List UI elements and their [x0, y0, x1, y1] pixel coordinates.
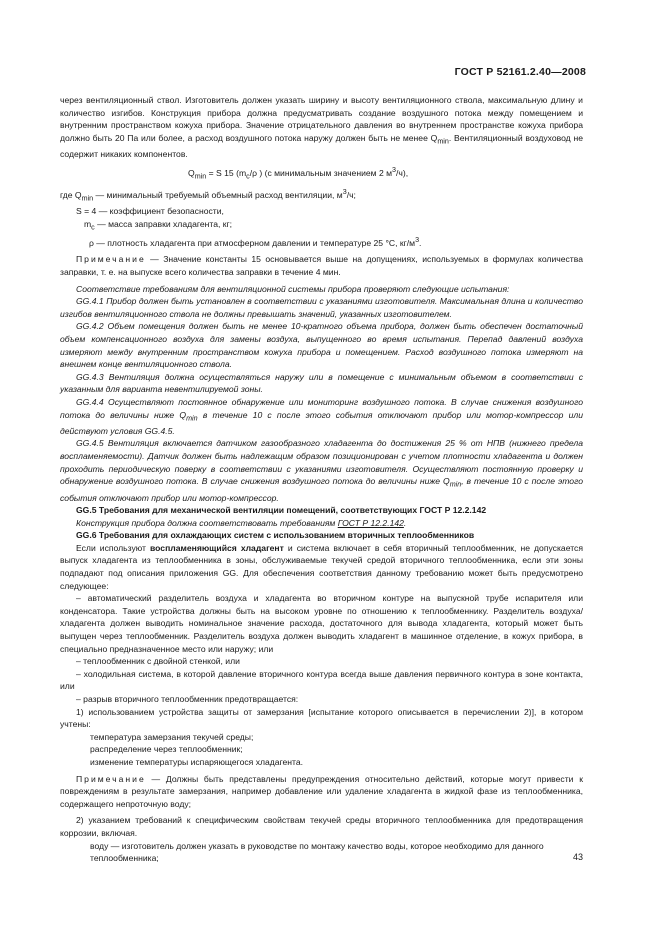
- definition-qmin: [60, 186, 583, 205]
- subscript: min: [437, 137, 449, 146]
- gg-4-5: [60, 437, 583, 504]
- t: Если используют: [76, 542, 150, 553]
- check-intro: Соответствие требованиям для вентиляционной системы прибора проверяют следующие испытания:: [76, 283, 510, 294]
- document-header: ГОСТ Р 52161.2.40—2008: [454, 66, 586, 78]
- gg-4-3: GG.4.3 Вентиляция должна осуществляться наружу или в помещение с минимальным объемом в соответствии с указанным для варианта невентилируемой зоны.: [60, 371, 583, 395]
- gg-6-heading: GG.6 Требования для охлаждающих систем с использованием вторичных теплообменников: [76, 530, 475, 541]
- t: 3: [342, 187, 347, 196]
- sub-item-temperature: изменение температуры испаряющегося хладагента.: [90, 756, 304, 767]
- gg-5-heading: GG.5 Требования для механической вентиляции помещений, соответствующих ГОСТ Р 12.2.142: [76, 505, 487, 516]
- t: и система включает в себя вторичный теплообменник, не допускается выпуск хладагента из теплообменника в зоны, обслуживаемые текучей средой вторичного теплообменника, если эти зоны подпадают под описания приложения GG. Для обеспечения соответствия данному требованию может быть предусмотрено следующее:: [60, 542, 583, 591]
- t: , в течение 10 с после этого события отключают прибор или мотор-компрессор.: [60, 476, 583, 503]
- formula-sup: 3: [392, 165, 397, 174]
- bullet-pressure: – холодильная система, в которой давление вторичного контура всегда выше давления первичного контура в зоне контакта, или: [60, 668, 583, 692]
- t: GG.4.4 Осуществляют постоянное обнаружение или мониторинг воздушного потока. В случае снижения воздушного потока до величины ниже Q: [60, 396, 583, 420]
- definition-mc: [60, 218, 583, 234]
- item-1: 1) использованием устройства защиты от замерзания [испытание которого описывается в перечислении 2)], в котором учтены:: [60, 706, 583, 730]
- definition-rho: [60, 234, 583, 249]
- t: ρ — плотность хладагента при атмосферном давлении и температуре 25 °С, кг/м: [89, 237, 416, 248]
- gg-4-4: [60, 396, 583, 438]
- t: m: [84, 218, 92, 229]
- t: в течение 10 с после этого события отключают прибор или мотор-компрессор или действуют условия GG.4.5.: [60, 409, 583, 436]
- t: 3: [415, 235, 420, 244]
- formula-part: = S 15 (m: [206, 167, 247, 178]
- sub-item-distribution: распределение через теплообменник;: [90, 744, 243, 755]
- t: — масса заправки хладагента, кг;: [94, 218, 233, 229]
- formula: [60, 164, 583, 183]
- t: где Q: [60, 189, 82, 200]
- t: min: [81, 194, 94, 203]
- note-1: [60, 253, 583, 278]
- note-2: [60, 773, 583, 811]
- page-number: 43: [572, 852, 583, 862]
- item-2: 2) указанием требований к специфическим свойствам текучей среды вторичного теплообменника для предотвращения коррозии, включая.: [60, 815, 583, 838]
- text: . Вентиляционный воздуховод не содержит никаких компонентов.: [60, 132, 583, 160]
- text: через вентиляционный ствол. Изготовитель должен указать ширину и высоту вентиляционного ствола, максимальную длину и количество изгибов. Конструкция прибора должна предусматривать создание воздушного потока между помещением и внутренним пространством кожуха прибора. Значение отрицательного давления во внутреннем пространстве кожуха прибора должно быть 20 Па или более, а расход воздушного потока наружу должен быть не менее Q: [60, 95, 583, 143]
- t: .: [419, 237, 422, 248]
- formula-part: /ρ ) (с минимальным значением 2 м: [249, 167, 393, 178]
- t: /ч;: [346, 189, 356, 200]
- note-text: — Должны быть представлены предупреждения относительно действий, которые могут привести к повреждениям в результате замерзания, например добавление или удаление хладагента в жидкой фазе из теплообменника, содержащего непроточную воду;: [60, 773, 583, 809]
- t: GG.4.5 Вентиляция включается датчиком газообразного хладагента до достижения 25 % от НПВ (нижнего предела воспламеняемости). Датчик должен быть надлежащим образом позиционирован с учетом плотности хладагента и должен проходить периодическую поверку в соответствии с указаниями изготовителя. Осуществляют постоянную проверку и обнаружение воздушного потока. В случае снижения воздушного потока до величины ниже Q: [60, 438, 583, 487]
- gg-4-2: GG.4.2 Объем помещения должен быть не менее 10-кратного объема прибора, должен быть обеспечен достаточный объем компенсационного воздуха для замены воздуха, выпущенного во время испытания. Перепад давлений воздуха измеряют между внутренним пространством кожуха прибора и помещением. Расход воздушного потока измеряют на внешнем конце вентиляционного ствола.: [60, 321, 583, 370]
- t: .: [403, 517, 407, 528]
- formula-c-sub: c: [246, 172, 250, 181]
- note-label: Примечание: [76, 773, 146, 784]
- definitions: [60, 186, 583, 250]
- t: воспламеняющийся хладагент: [149, 542, 284, 553]
- formula-q-sub: min: [194, 172, 207, 181]
- paragraph-ventilation: [60, 94, 583, 161]
- t: c: [91, 223, 95, 232]
- sub-item-freezing: температура замерзания текучей среды;: [90, 731, 254, 742]
- bullet-double-wall: – теплообменник с двойной стенкой, или: [76, 656, 240, 667]
- t: min: [449, 480, 462, 489]
- definition-s: S = 4 — коэффициент безопасности,: [76, 206, 224, 217]
- bullet-rupture: – разрыв вторичного теплообменник предотвращается:: [76, 694, 299, 705]
- page-body: [60, 94, 583, 865]
- note-label: Примечание: [76, 254, 146, 265]
- t: Конструкция прибора должна соответствовать требованиям: [76, 517, 338, 528]
- bullet-separator: – автоматический разделитель воздуха и хладагента во вторичном контуре на выпускной трубе испарителя или конденсатора. Такие устройства должны быть на высоком уровне по отношению к теплообменнику. Разделитель воздуха/хладагента должен выводить номинальное значение расхода, достаточного для вывода хладагента, который может быть выпущен через теплообменник. Разделитель воздуха должен выводить хладагент в машинное отделение, в кожух прибора, в специально предназначенное место или наружу; или: [60, 593, 583, 654]
- standard-link[interactable]: ГОСТ Р 12.2.142: [337, 517, 404, 528]
- gg-6-paragraph: [60, 542, 583, 592]
- gg-4-1: GG.4.1 Прибор должен быть установлен в соответствии с указаниями изготовителя. Максимальная длина и количество изгибов вентиляционного ствола не должны превышать значений, указанных изготовителем.: [60, 296, 583, 319]
- formula-q: Q: [188, 167, 195, 178]
- gg-5-text: [60, 517, 583, 530]
- item-2-water: воду — изготовитель должен указать в руководстве по монтажу качество воды, которое необходимо для данного теплообменника;: [90, 840, 544, 864]
- note-text: — Значение константы 15 основывается выше на допущениях, используемых в формулах количества заправки, т. е. на выпуске всего количества заправки в течение 4 мин.: [60, 254, 583, 277]
- formula-end: /ч),: [396, 167, 409, 178]
- t: — минимальный требуемый объемный расход вентиляции, м: [93, 189, 343, 200]
- t: min: [186, 414, 198, 423]
